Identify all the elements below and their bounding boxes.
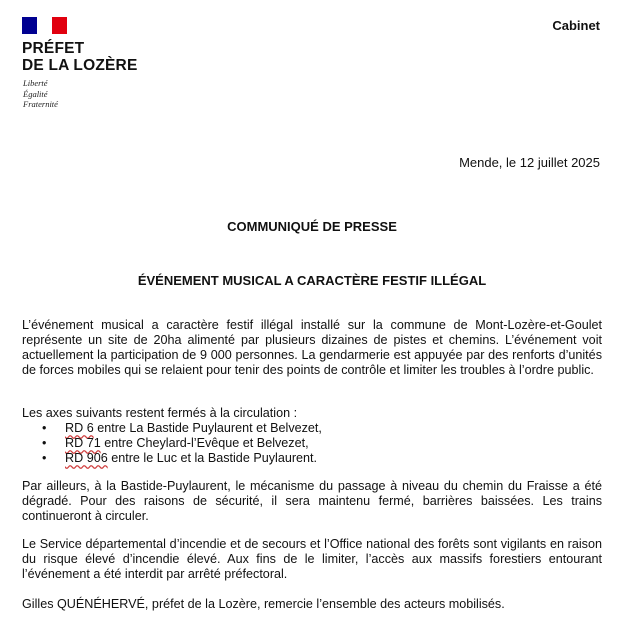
- document-subtitle: ÉVÉNEMENT MUSICAL A CARACTÈRE FESTIF ILLÉGAL: [137, 273, 487, 288]
- paragraph-event-overview: L’événement musical a caractère festif illégal installé sur la commune de Mont-Lozère-et-Goulet représente un site de 20ha alimenté par plusieurs dizaines de pistes et chemins. L’événement voit actuellement la participation de 9 000 personnes. La gendarmerie est appuyée par des renforts d’unités de forces mobiles qui se relaient pour tenir des points de contrôle et limiter les troubles à l’ordre public.: [22, 318, 602, 377]
- road-segment: entre La Bastide Puylaurent et Belvezet,: [93, 421, 322, 435]
- prefecture-line-1: PRÉFET: [22, 40, 85, 57]
- road-closure-list: [42, 421, 322, 466]
- road-segment: entre le Luc et la Bastide Puylaurent.: [107, 451, 318, 465]
- paragraph-fire-risk: Le Service départemental d’incendie et de secours et l’Office national des forêts sont vigilants en raison du risque élevé d’incendie élevé. Aux fins de le limiter, l’accès aux massifs forestiers entourant l’événement a été interdit par arrêté préfectoral.: [22, 537, 602, 581]
- list-item: [42, 451, 322, 466]
- road-segment: entre Cheylard-l’Evêque et Belvezet,: [100, 436, 309, 450]
- bullet-icon: •: [42, 451, 47, 465]
- road-name: RD 906: [65, 451, 108, 465]
- motto-fraternite: Fraternité: [23, 99, 58, 109]
- paragraph-road-closures-intro: Les axes suivants restent fermés à la circulation :: [22, 406, 298, 420]
- flag-white-band: [37, 17, 52, 34]
- road-closure-text: [65, 436, 309, 451]
- department-label: Cabinet: [552, 18, 600, 33]
- road-closure-text: [65, 451, 317, 466]
- road-closure-text: [65, 421, 322, 436]
- document-title: COMMUNIQUÉ DE PRESSE: [227, 219, 397, 234]
- prefecture-name: [22, 40, 138, 74]
- road-name: RD 6: [65, 421, 94, 435]
- list-item: [42, 421, 322, 436]
- prefecture-line-2: DE LA LOZÈRE: [22, 57, 138, 74]
- flag-blue-band: [22, 17, 37, 34]
- flag-red-band: [52, 17, 67, 34]
- republic-motto: [23, 78, 58, 110]
- document-date: Mende, le 12 juillet 2025: [459, 155, 600, 170]
- motto-egalite: Égalité: [23, 88, 48, 99]
- bullet-icon: •: [42, 436, 47, 450]
- list-item: [42, 436, 322, 451]
- bullet-icon: •: [42, 421, 47, 435]
- motto-liberte: Liberté: [23, 78, 48, 88]
- paragraph-acknowledgement: Gilles QUÉNÉHERVÉ, préfet de la Lozère, remercie l’ensemble des acteurs mobilisés.: [22, 597, 505, 611]
- road-name: RD 71: [65, 436, 101, 450]
- republic-flag-logo: [22, 17, 67, 34]
- paragraph-level-crossing: Par ailleurs, à la Bastide-Puylaurent, le mécanisme du passage à niveau du chemin du Fraisse a été dégradé. Pour des raisons de sécurité, il sera maintenu fermé, barrières baissées. Les trains continueront à circuler.: [22, 479, 602, 523]
